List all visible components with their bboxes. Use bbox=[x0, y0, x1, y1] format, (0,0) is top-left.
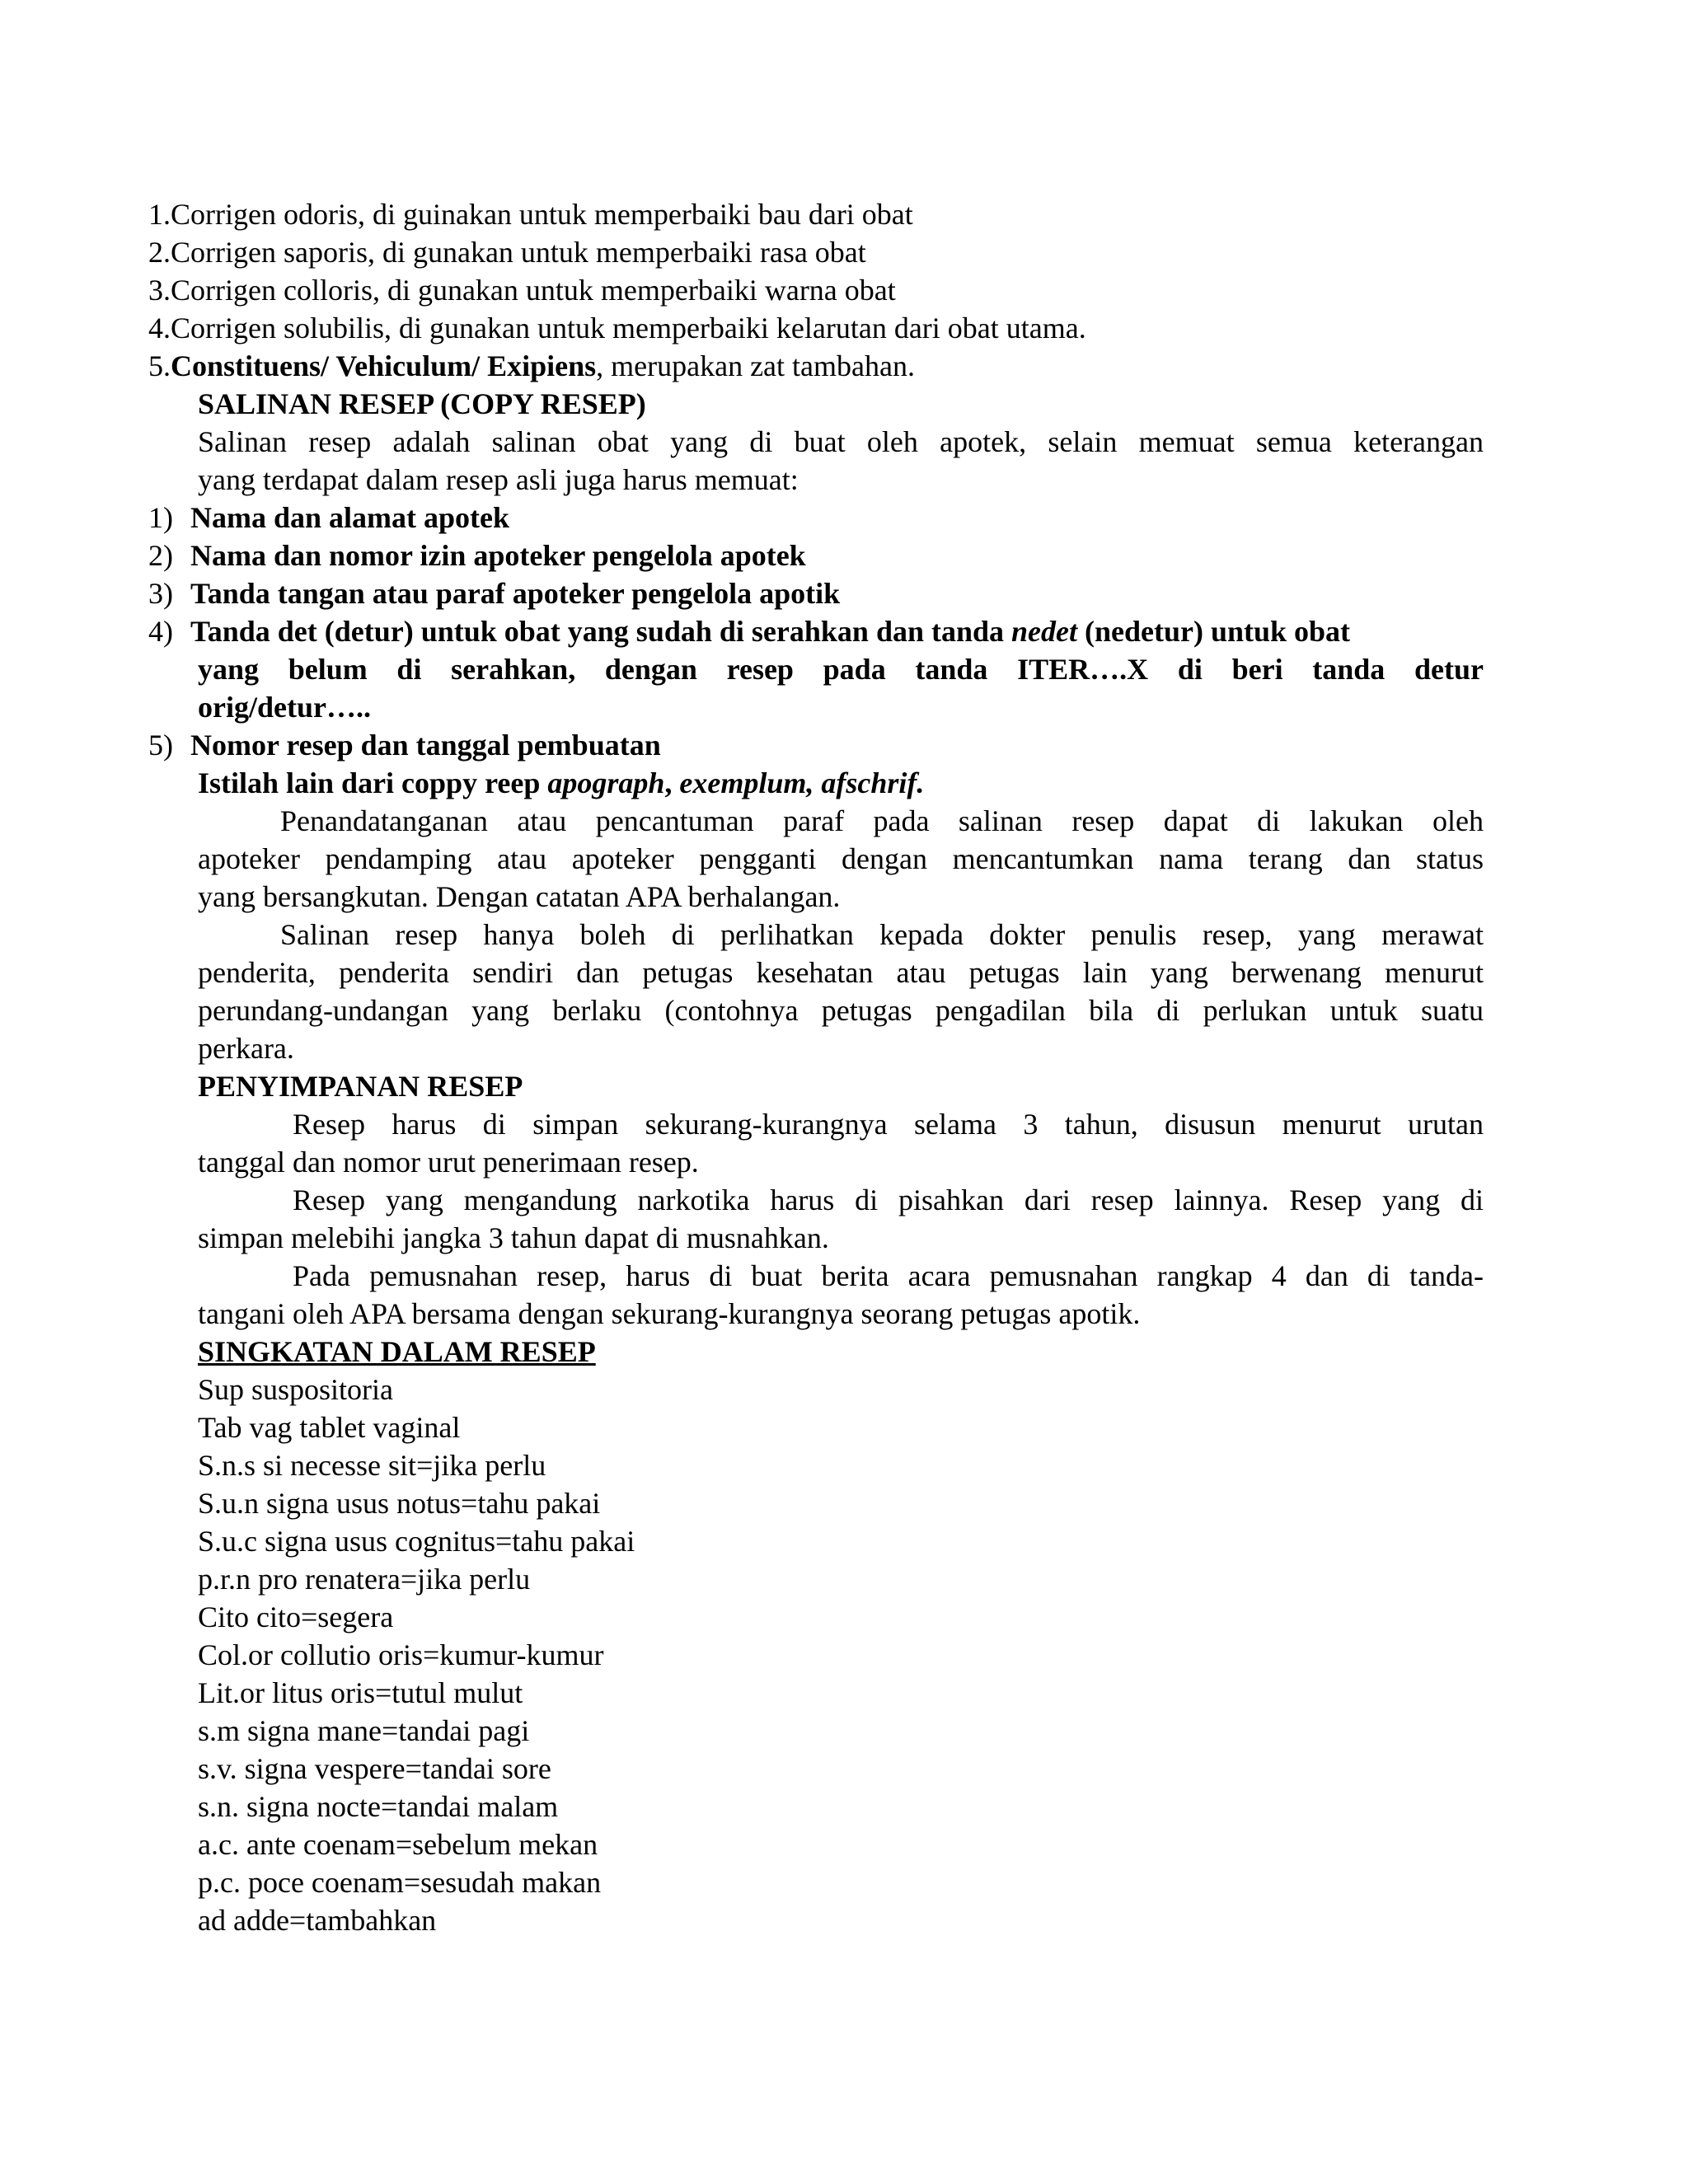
list-item: S.n.s si necesse sit=jika perlu bbox=[198, 1449, 546, 1482]
list-item: a.c. ante coenam=sebelum mekan bbox=[198, 1828, 598, 1861]
heading-text: SINGKATAN DALAM RESEP bbox=[198, 1335, 596, 1368]
bold-term: Constituens/ Vehiculum/ Exipiens bbox=[171, 349, 597, 382]
list-number: 1) bbox=[148, 501, 173, 534]
list-item: Tab vag tablet vaginal bbox=[198, 1411, 461, 1444]
list-item bbox=[148, 310, 1086, 346]
paragraph-line: Resep harus di simpan sekurang-kurangnya selama 3 tahun, disusun menurut urutan bbox=[293, 1108, 1484, 1141]
list-number: 3) bbox=[148, 577, 173, 610]
paragraph-line: perundang-undangan yang berlaku (contohnya petugas pengadilan bila di perlukan untuk suatu bbox=[198, 994, 1484, 1027]
list-text: Tanda tangan atau paraf apoteker pengelola apotik bbox=[190, 577, 841, 610]
list-item bbox=[148, 537, 806, 574]
separator: , bbox=[664, 766, 680, 799]
list-text: orig/detur….. bbox=[198, 691, 371, 724]
italic-term: nedet bbox=[1011, 615, 1077, 648]
list-item bbox=[148, 234, 866, 270]
list-text: Corrigen colloris, di gunakan untuk memperbaiki warna obat bbox=[171, 274, 896, 307]
italic-term: afschrif. bbox=[821, 766, 925, 799]
paragraph-line: Pada pemusnahan resep, harus di buat berita acara pemusnahan rangkap 4 dan di tanda- bbox=[293, 1259, 1484, 1292]
list-number: 4. bbox=[148, 312, 171, 344]
list-item: p.c. poce coenam=sesudah makan bbox=[198, 1866, 602, 1899]
list-item bbox=[148, 196, 913, 232]
paragraph-line bbox=[198, 651, 1484, 687]
list-item bbox=[148, 575, 840, 612]
paragraph-line: apoteker pendamping atau apoteker pengganti dengan mencantumkan nama terang dan status bbox=[198, 842, 1484, 875]
list-text: Nomor resep dan tanggal pembuatan bbox=[190, 729, 661, 762]
list-item: S.u.n signa usus notus=tahu pakai bbox=[198, 1487, 601, 1520]
list-item bbox=[148, 727, 661, 763]
list-item: Lit.or litus oris=tutul mulut bbox=[198, 1676, 523, 1709]
list-item: Cito cito=segera bbox=[198, 1601, 394, 1633]
istilah-text: Istilah lain dari coppy reep bbox=[198, 766, 548, 799]
paragraph-line: tanggal dan nomor urut penerimaan resep. bbox=[198, 1146, 699, 1179]
list-item: Sup suspositoria bbox=[198, 1373, 394, 1406]
list-number: 1. bbox=[148, 198, 171, 231]
list-text: yang belum di serahkan, dengan resep pada tanda ITER….X di beri tanda detur bbox=[198, 653, 1484, 686]
paragraph-line: Resep yang mengandung narkotika harus di pisahkan dari resep lainnya. Resep yang di bbox=[293, 1183, 1484, 1216]
list-item: s.v. signa vespere=tandai sore bbox=[198, 1752, 551, 1785]
paragraph-line: yang bersangkutan. Dengan catatan APA berhalangan. bbox=[198, 880, 841, 913]
paragraph-line: Salinan resep hanya boleh di perlihatkan kepada dokter penulis resep, yang merawat bbox=[280, 918, 1484, 951]
list-number: 5) bbox=[148, 729, 173, 762]
istilah-line bbox=[198, 765, 924, 801]
list-text: Corrigen odoris, di guinakan untuk memperbaiki bau dari obat bbox=[171, 198, 913, 231]
paragraph-line: tangani oleh APA bersama dengan sekurang-kurangnya seorang petugas apotik. bbox=[198, 1297, 1141, 1330]
list-item: s.m signa mane=tandai pagi bbox=[198, 1714, 530, 1747]
list-text: Corrigen solubilis, di gunakan untuk memperbaiki kelarutan dari obat utama. bbox=[171, 312, 1086, 344]
list-number: 2) bbox=[148, 539, 173, 572]
list-number: 4) bbox=[148, 615, 173, 648]
italic-term: exemplum, bbox=[679, 766, 814, 799]
list-number: 3. bbox=[148, 274, 171, 307]
paragraph-line: perkara. bbox=[198, 1032, 294, 1065]
list-text: , merupakan zat tambahan. bbox=[596, 349, 915, 382]
list-item bbox=[148, 348, 915, 384]
section-heading bbox=[198, 1068, 523, 1104]
paragraph-line: Salinan resep adalah salinan obat yang di buat oleh apotek, selain memuat semua keterangan bbox=[198, 425, 1484, 458]
paragraph-line: Penandatanganan atau pencantuman paraf pada salinan resep dapat di lakukan oleh bbox=[280, 804, 1484, 837]
list-item: ad adde=tambahkan bbox=[198, 1904, 437, 1937]
paragraph-line: yang terdapat dalam resep asli juga harus memuat: bbox=[198, 463, 799, 496]
paragraph-line: simpan melebihi jangka 3 tahun dapat di musnahkan. bbox=[198, 1221, 829, 1254]
heading-text: PENYIMPANAN RESEP bbox=[198, 1070, 523, 1103]
section-heading bbox=[198, 1333, 596, 1370]
italic-term: apograph bbox=[547, 766, 665, 799]
list-item bbox=[148, 499, 509, 536]
list-item: p.r.n pro renatera=jika perlu bbox=[198, 1563, 531, 1596]
list-item: s.n. signa nocte=tandai malam bbox=[198, 1790, 559, 1823]
list-item: S.u.c signa usus cognitus=tahu pakai bbox=[198, 1525, 635, 1558]
list-text: Tanda det (detur) untuk obat yang sudah di serahkan dan tanda bbox=[190, 615, 1012, 648]
paragraph-line bbox=[198, 689, 371, 725]
list-item bbox=[148, 272, 896, 308]
list-item bbox=[148, 613, 1350, 649]
list-number: 5. bbox=[148, 349, 171, 382]
list-text: Corrigen saporis, di gunakan untuk memperbaiki rasa obat bbox=[171, 236, 866, 269]
list-text: Nama dan nomor izin apoteker pengelola apotek bbox=[190, 539, 806, 572]
list-item: Col.or collutio oris=kumur-kumur bbox=[198, 1638, 604, 1671]
paragraph-line: penderita, penderita sendiri dan petugas kesehatan atau petugas lain yang berwenang menurut bbox=[198, 956, 1484, 989]
list-text: (nedetur) untuk obat bbox=[1077, 615, 1351, 648]
section-heading bbox=[198, 386, 646, 422]
list-number: 2. bbox=[148, 236, 171, 269]
list-text: Nama dan alamat apotek bbox=[190, 501, 510, 534]
heading-text: SALINAN RESEP (COPY RESEP) bbox=[198, 387, 646, 420]
